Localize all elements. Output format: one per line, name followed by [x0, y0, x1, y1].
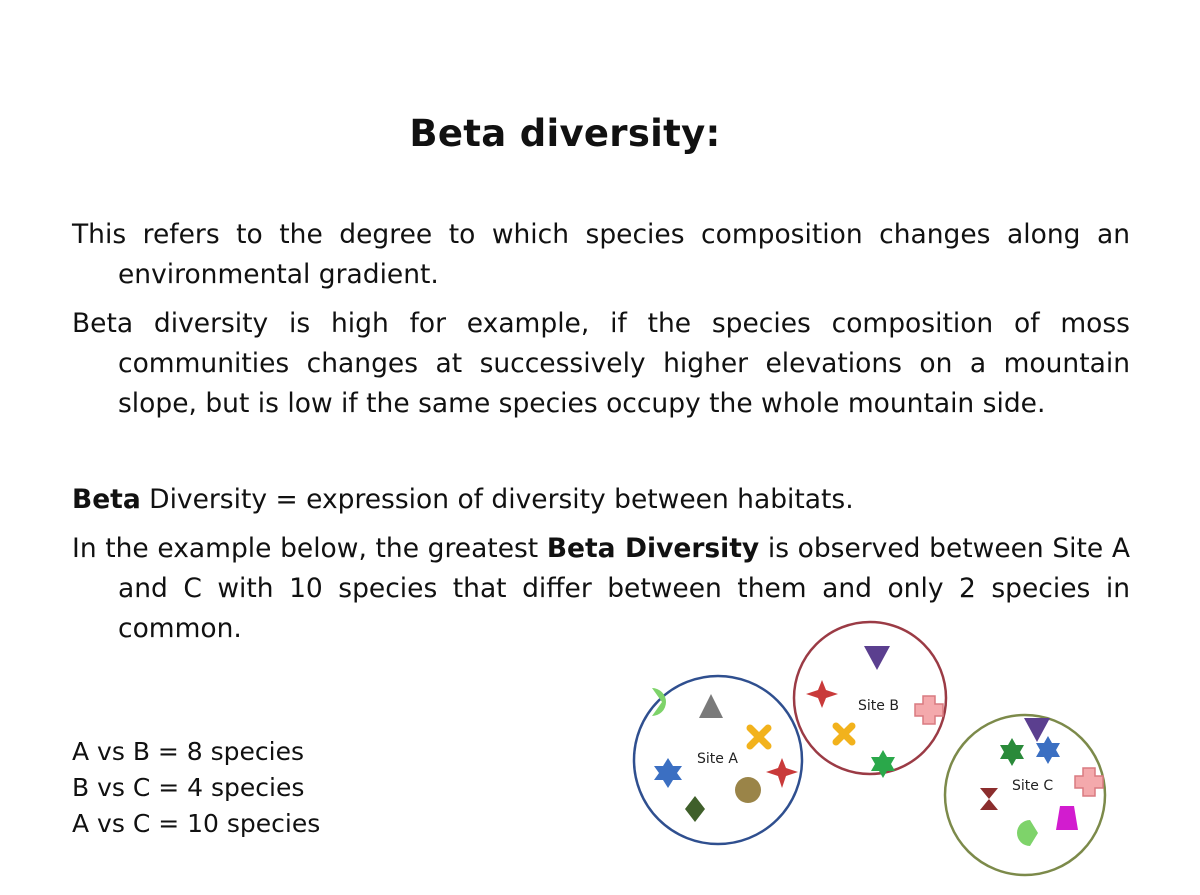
- pink-cross-c-icon: [1075, 768, 1103, 796]
- site-c-circle: [945, 715, 1105, 875]
- green-semicircle-icon: [652, 688, 666, 716]
- site-b-label: Site B: [858, 698, 899, 714]
- red-sparkle-b-icon: [806, 680, 838, 708]
- observation-start: In the example below, the greatest: [72, 533, 547, 564]
- comparison-list: [72, 734, 320, 842]
- darkred-hourglass-icon: [980, 788, 998, 810]
- example-paragraph: Beta diversity is high for example, if the species composition of moss communities changes at successively higher elevations on a mountain slope, but is low if the same species occupy the whole mountain side.: [72, 308, 1130, 419]
- comparison-a-vs-b: A vs B = 8 species: [72, 737, 305, 766]
- blue-star-icon: [654, 758, 682, 788]
- site-c-label: Site C: [1012, 778, 1054, 794]
- observation-end: is observed between Site A and C with 10 species that differ between them and only 2 species in common.: [118, 533, 1130, 644]
- expression-bold: Beta: [72, 484, 141, 515]
- green-star-c-icon: [1000, 738, 1024, 766]
- purple-inverted-triangle-c-icon: [1024, 718, 1050, 742]
- site-diagram: [600, 610, 1120, 890]
- purple-inverted-triangle-icon: [864, 646, 890, 670]
- comparison-b-vs-c: B vs C = 4 species: [72, 773, 305, 802]
- olive-circle-icon: [735, 777, 761, 803]
- site-a-label: Site A: [697, 751, 738, 767]
- comparison-a-vs-c: A vs C = 10 species: [72, 809, 321, 838]
- expression-text: Diversity = expression of diversity between habitats.: [140, 484, 854, 515]
- observation-bold: Beta Diversity: [546, 533, 760, 564]
- red-sparkle-icon: [766, 758, 798, 788]
- darkgreen-diamond-icon: [685, 796, 705, 822]
- page-title: Beta diversity:: [409, 112, 721, 155]
- green-semicircle-c-icon: [1017, 820, 1038, 846]
- magenta-trapezoid-icon: [1056, 806, 1078, 830]
- definition-paragraph: This refers to the degree to which species composition changes along an environmental gradient.: [72, 219, 1130, 290]
- gray-triangle-icon: [699, 694, 723, 718]
- orange-x-b-icon: [836, 726, 852, 742]
- pink-cross-icon: [915, 696, 943, 724]
- expression-paragraph: [72, 480, 1130, 520]
- blue-star-c-icon: [1036, 736, 1060, 764]
- orange-x-icon: [750, 728, 768, 746]
